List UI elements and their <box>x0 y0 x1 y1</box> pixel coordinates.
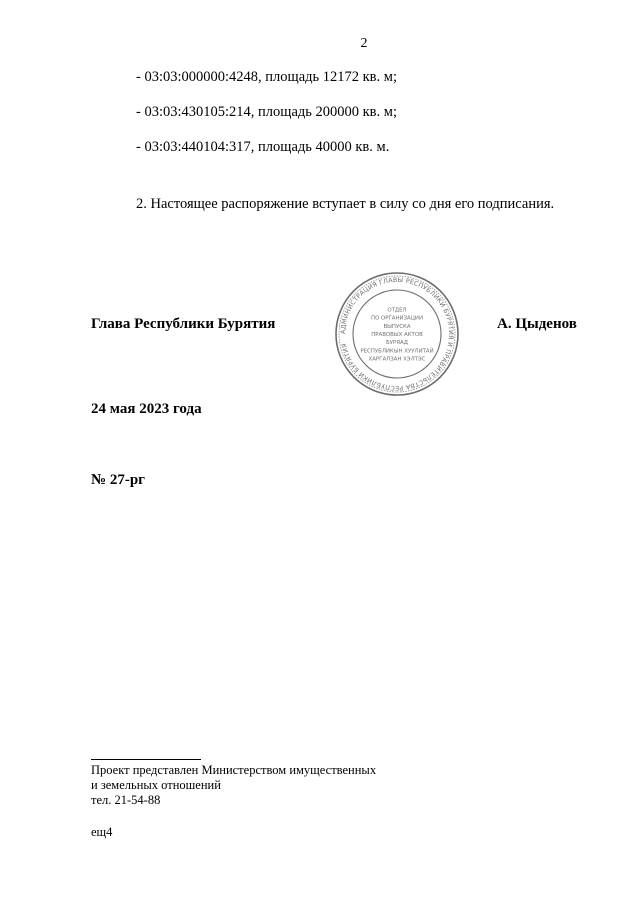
signatory-name: А. Цыденов <box>497 316 577 332</box>
footnote-line-2: и земельных отношений <box>91 778 221 792</box>
document-number: № 27-рг <box>91 472 145 488</box>
seal-center-line: ХАРГАЛЗАН ХЭЛТЭС <box>368 356 426 363</box>
parcel-item-3: - 03:03:440104:317, площадь 40000 кв. м. <box>136 139 390 155</box>
page-number: 2 <box>360 36 368 51</box>
seal-ring-text: АДМИНИСТРАЦИЯ ГЛАВЫ РЕСПУБЛИКИ БУРЯТИЯ И ПРАВИТЕЛЬСТВА РЕСПУБЛИКИ БУРЯТИЯ <box>339 276 455 392</box>
signing-date: 24 мая 2023 года <box>91 401 202 417</box>
official-seal-stamp <box>333 270 461 398</box>
seal-center-line: ПО ОРГАНИЗАЦИИ <box>371 315 423 322</box>
footnote-line-1: Проект представлен Министерством имущественных <box>91 763 377 777</box>
seal-center-line: ОТДЕЛ <box>387 307 407 314</box>
parcel-item-2: - 03:03:430105:214, площадь 200000 кв. м; <box>136 104 397 120</box>
footnote-divider <box>91 759 201 760</box>
footnote-phone: тел. 21-54-88 <box>91 793 161 807</box>
seal-center-line: БУРЯАД <box>386 340 408 347</box>
seal-center-line: ВЫПУСКА <box>383 323 411 330</box>
parcel-item-1: - 03:03:000000:4248, площадь 12172 кв. м; <box>136 69 397 85</box>
seal-center-line: РЕСПУБЛИКЫН ХУУЛИТАЙ <box>360 348 434 355</box>
seal-center-line: ПРАВОВЫХ АКТОВ <box>371 332 423 338</box>
seal-center-text <box>360 307 433 362</box>
clause-2: 2. Настоящее распоряжение вступает в силу со дня его подписания. <box>136 196 555 212</box>
signatory-position: Глава Республики Бурятия <box>91 316 276 332</box>
document-code: ещ4 <box>91 825 113 839</box>
